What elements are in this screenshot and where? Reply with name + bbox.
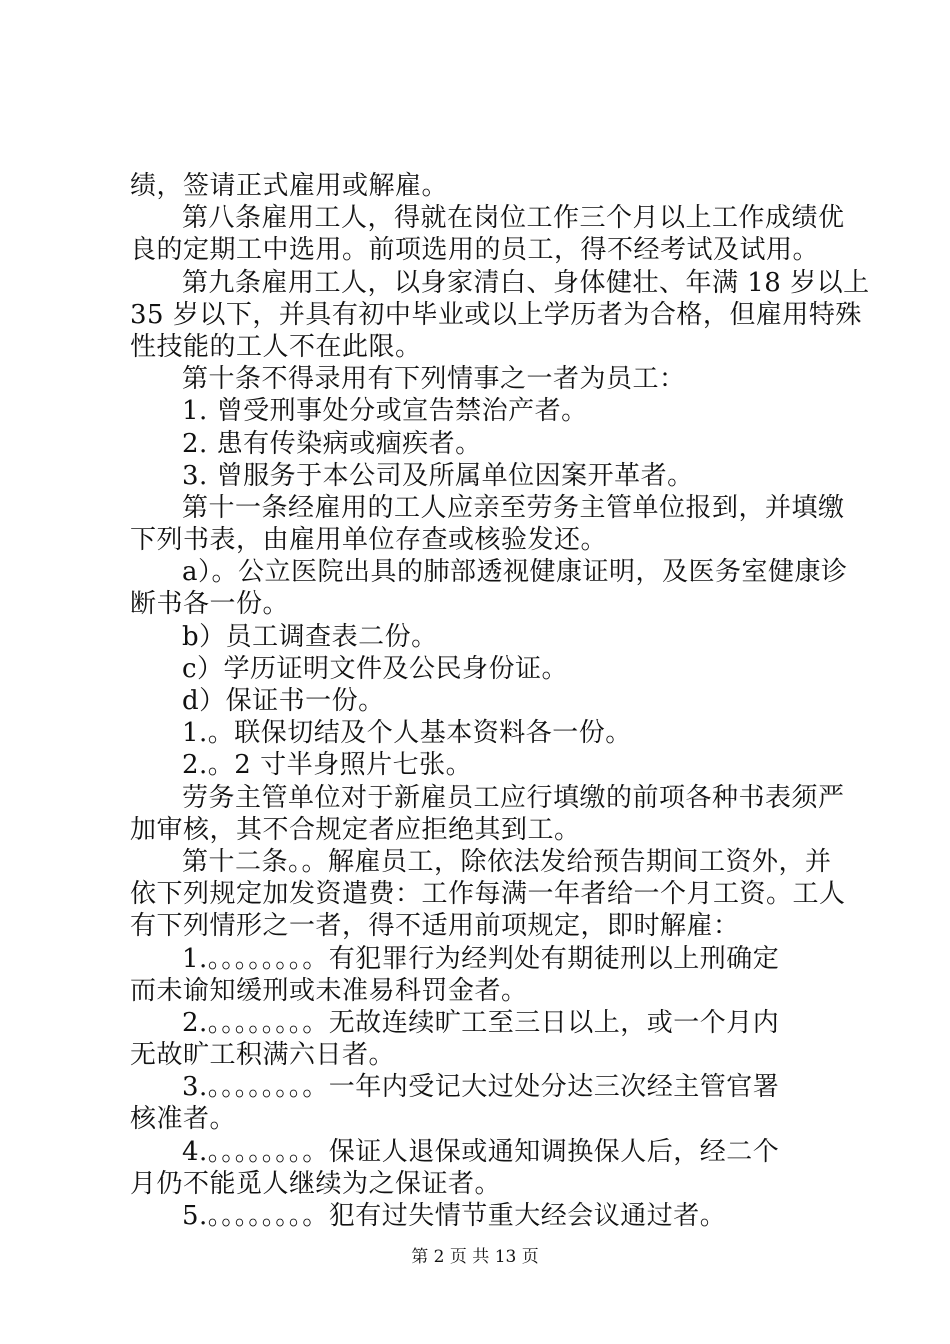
text-line: 下列书表，由雇用单位存查或核验发还。	[130, 525, 608, 556]
body-text	[130, 170, 870, 1232]
text-line: 有下列情形之一者，得不适用前项规定，即时解雇：	[130, 911, 740, 942]
text-line: 断书各一份。	[130, 589, 290, 620]
text-line: d）保证书一份。	[182, 686, 385, 716]
page-footer: 第 2 页 共 13 页	[411, 1247, 539, 1267]
text-line: 2.。。。。。。。。无故连续旷工至三日以上，或一个月内	[182, 1007, 780, 1038]
text-line: 依下列规定加发资遣费：工作每满一年者给一个月工资。工人	[130, 879, 846, 910]
text-line: 1. 曾受刑事处分或宣告禁治产者。	[182, 396, 588, 427]
text-line: 第十条不得录用有下列情事之一者为员工：	[182, 364, 686, 395]
text-line: 性技能的工人不在此限。	[130, 331, 422, 362]
text-line: 第十一条经雇用的工人应亲至劳务主管单位报到，并填缴	[182, 492, 845, 523]
text-line: 而未谕知缓刑或未准易科罚金者。	[130, 975, 528, 1006]
text-line: 2.。2 寸半身照片七张。	[182, 750, 473, 781]
text-line: 加审核，其不合规定者应拒绝其到工。	[130, 814, 581, 845]
text-line: 35 岁以下，并具有初中毕业或以上学历者为合格，但雇用特殊	[130, 299, 862, 330]
text-line: 3. 曾服务于本公司及所属单位因案开革者。	[182, 460, 694, 491]
text-line: 绩，签请正式雇用或解雇。	[130, 171, 449, 201]
text-line: 5.。。。。。。。。犯有过失情节重大经会议通过者。	[182, 1201, 727, 1231]
text-line: 第九条雇用工人，以身家清白、身体健壮、年满 18 岁以上	[182, 267, 870, 298]
text-line: a）。公立医院出具的肺部透视健康证明，及医务室健康诊	[182, 557, 848, 588]
text-line: 无故旷工积满六日者。	[130, 1040, 396, 1071]
text-line: c）学历证明文件及公民身份证。	[182, 653, 569, 684]
text-line: 2. 患有传染病或痼疾者。	[182, 428, 482, 459]
text-line: 第十二条。。解雇员工，除依法发给预告期间工资外，并	[182, 846, 832, 877]
text-line: 良的定期工中选用。前项选用的员工，得不经考试及试用。	[130, 235, 820, 266]
text-line: 3.。。。。。。。。一年内受记大过处分达三次经主管官署	[182, 1072, 780, 1103]
text-line: 劳务主管单位对于新雇员工应行填缴的前项各种书表须严	[182, 782, 845, 813]
text-line: 核准者。	[130, 1104, 237, 1135]
text-line: 4.。。。。。。。。保证人退保或通知调换保人后，经二个	[182, 1136, 780, 1167]
text-line: 1.。。。。。。。。有犯罪行为经判处有期徒刑以上刑确定	[182, 943, 780, 974]
text-line: 1.。联保切结及个人基本资料各一份。	[182, 718, 632, 749]
text-line: b）员工调查表二份。	[182, 621, 438, 652]
text-line: 第八条雇用工人，得就在岗位工作三个月以上工作成绩优	[182, 203, 845, 234]
text-line: 月仍不能觅人继续为之保证者。	[130, 1168, 502, 1199]
